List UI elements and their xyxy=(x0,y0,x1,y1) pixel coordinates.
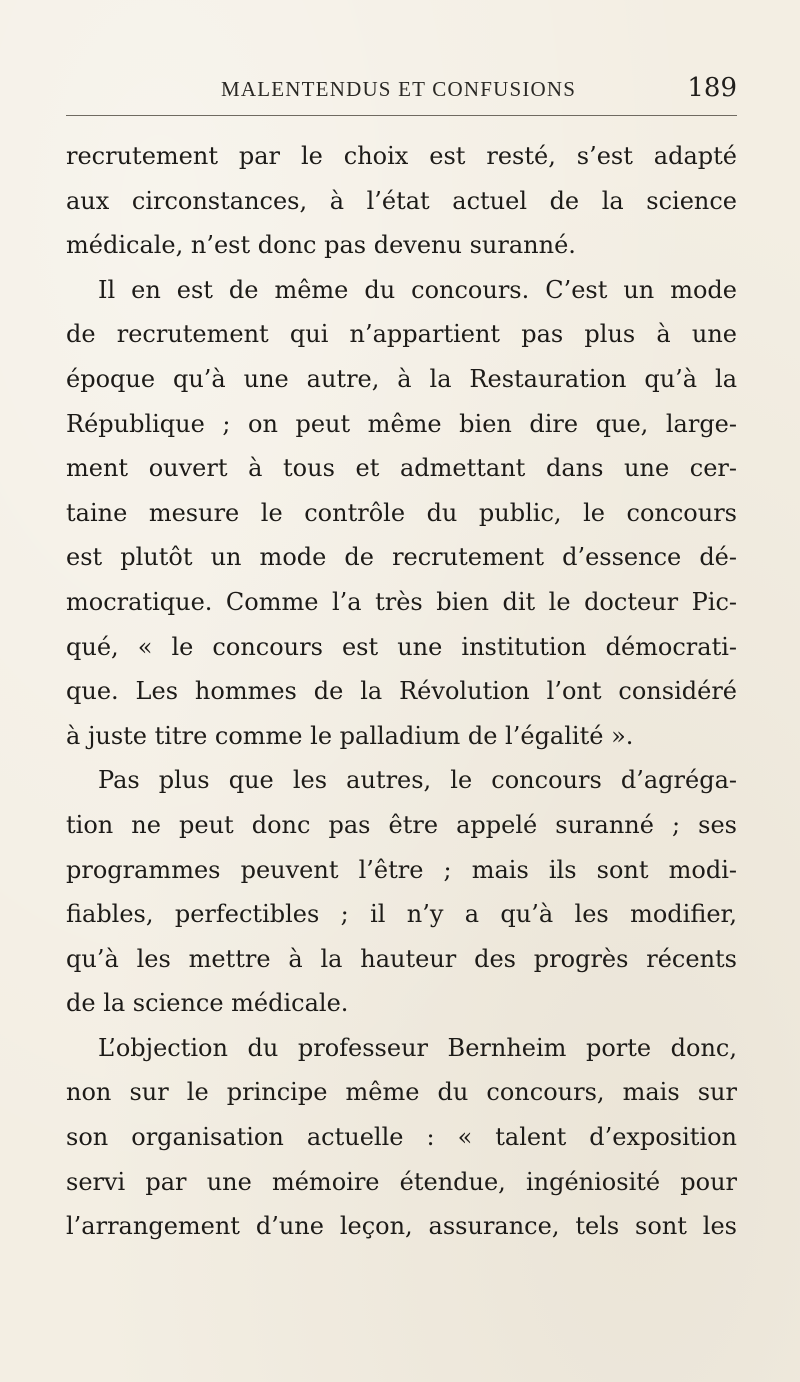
paragraph-start-line: Il en est de même du concours. C’est un mode xyxy=(98,275,737,304)
text-line: son organisation actuelle : « talent d’exposition xyxy=(66,1123,737,1152)
text-line: qué, « le concours est une institution démocrati- xyxy=(66,632,737,661)
page-number: 189 xyxy=(687,73,737,103)
text-line: ment ouvert à tous et admettant dans une cer- xyxy=(66,454,737,483)
text-line: aux circonstances, à l’état actuel de la science xyxy=(66,186,737,215)
text-line: fiables, perfectibles ; il n’y a qu’à les modifier, xyxy=(66,900,737,929)
text-line: est plutôt un mode de recrutement d’essence dé- xyxy=(66,543,737,572)
text-line: l’arrangement d’une leçon, assurance, tels sont les xyxy=(66,1212,737,1241)
text-line: mocratique. Comme l’a très bien dit le docteur Pic- xyxy=(66,587,737,616)
running-title: MALENTENDUS ET CONFUSIONS xyxy=(221,77,577,101)
text-line: à juste titre comme le palladium de l’égalité ». xyxy=(66,721,634,750)
text-line: que. Les hommes de la Révolution l’ont considéré xyxy=(66,677,737,706)
text-line: République ; on peut même bien dire que, large- xyxy=(66,409,737,438)
text-line: médicale, n’est donc pas devenu suranné. xyxy=(66,231,576,260)
text-line: de la science médicale. xyxy=(66,989,349,1018)
text-line: recrutement par le choix est resté, s’est adapté xyxy=(66,142,737,170)
paragraph-start-line: Pas plus que les autres, le concours d’agréga- xyxy=(98,766,737,795)
text-line: de recrutement qui n’appartient pas plus à une xyxy=(66,320,737,349)
text-line: époque qu’à une autre, à la Restauration qu’à la xyxy=(66,364,737,393)
paragraph-start-line: L’objection du professeur Bernheim porte donc, xyxy=(98,1033,737,1062)
text-line: servi par une mémoire étendue, ingéniosité pour xyxy=(66,1167,737,1196)
text-line: tion ne peut donc pas être appelé suranné ; ses xyxy=(66,810,737,839)
text-line: qu’à les mettre à la hauteur des progrès récents xyxy=(66,944,737,973)
header-rule xyxy=(66,115,737,116)
text-line: non sur le principe même du concours, mais sur xyxy=(66,1078,737,1107)
body-text xyxy=(66,134,737,1249)
text-line: programmes peuvent l’être ; mais ils sont modi- xyxy=(66,855,737,884)
text-line: taine mesure le contrôle du public, le concours xyxy=(66,498,737,527)
running-head xyxy=(66,73,737,107)
